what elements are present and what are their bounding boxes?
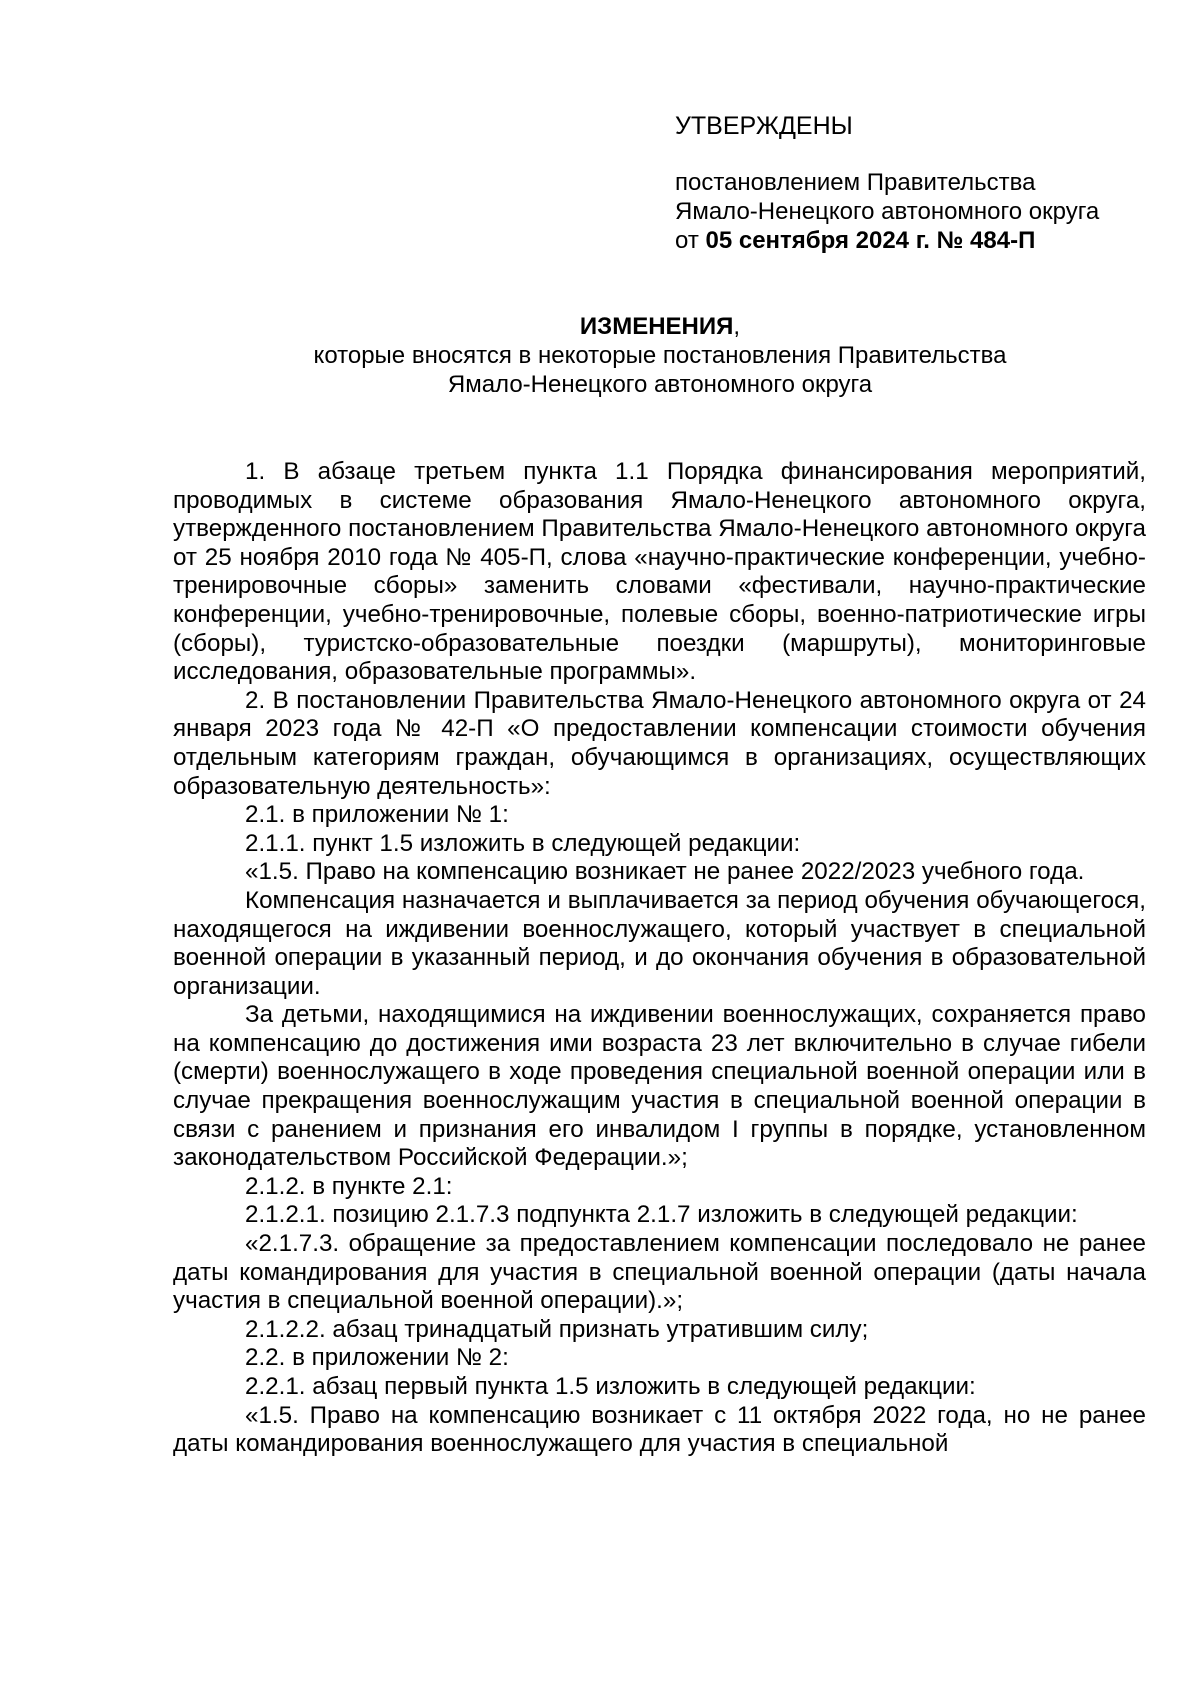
paragraph-2-2: 2.2. в приложении № 2: [245, 1344, 509, 1372]
document-title-suffix: , [733, 313, 741, 340]
approval-date-value: 05 сентября 2024 г. № 484-П [705, 227, 1036, 254]
document-body [173, 458, 1146, 1459]
paragraph-quote-1-5-second: «1.5. Право на компенсацию возникает с 11 октября 2022 года, но не ранее даты командирования военнослужащего для участия в специальной [173, 1401, 1146, 1458]
approval-date-prefix: от [675, 227, 699, 254]
approval-date-line [675, 226, 1145, 255]
document-subtitle-line-2: Ямало-Ненецкого автономного округа [447, 371, 873, 398]
paragraph-compensation: Компенсация назначается и выплачивается за период обучения обучающегося, находящегося на иждивении военнослужащего, который участвует в специальной военной операции в указанный период, и до окончания обучения в образовательной организации. [173, 886, 1146, 1000]
approval-line-1: постановлением Правительства [675, 169, 1036, 196]
paragraph-quote-1-5: «1.5. Право на компенсацию возникает не ранее 2022/2023 учебного года. [245, 858, 1085, 886]
document-title-heading: ИЗМЕНЕНИЯ [579, 313, 734, 340]
paragraph-quote-2-1-7-3: «2.1.7.3. обращение за предоставлением компенсации последовало не ранее даты командирования для участия в специальной военной операции (даты начала участия в специальной военной операции).»; [173, 1230, 1146, 1315]
paragraph-2-1-2: 2.1.2. в пункте 2.1: [245, 1172, 453, 1200]
paragraph-1: 1. В абзаце третьем пункта 1.1 Порядка финансирования мероприятий, проводимых в системе образования Ямало-Ненецкого автономного округа, утвержденного постановлением Правительства Ямало-Ненецкого автономного округа от 25 ноября 2010 года № 405-П, слова «научно-практические конференции, учебно-тренировочные сборы» заменить словами «фестивали, научно-практические конференции, учебно-тренировочные, полевые сборы, военно-патриотические игры (сборы), туристско-образовательные поездки (маршруты), мониторинговые исследования, образовательные программы». [173, 458, 1146, 686]
approved-label: УТВЕРЖДЕНЫ [675, 112, 853, 140]
paragraph-2-1-2-1: 2.1.2.1. позицию 2.1.7.3 подпункта 2.1.7 изложить в следующей редакции: [245, 1201, 1078, 1229]
document-title [175, 312, 1145, 341]
approval-stamp [675, 112, 1145, 255]
paragraph-2-1: 2.1. в приложении № 1: [245, 801, 509, 829]
paragraph-2-2-1: 2.2.1. абзац первый пункта 1.5 изложить в следующей редакции: [245, 1373, 976, 1400]
paragraph-2-1-2-2: 2.1.2.2. абзац тринадцатый признать утратившим силу; [245, 1315, 869, 1343]
document-subtitle-line-1: которые вносятся в некоторые постановления Правительства [313, 342, 1007, 369]
approval-line-2: Ямало-Ненецкого автономного округа [675, 198, 1100, 225]
paragraph-2-1-1: 2.1.1. пункт 1.5 изложить в следующей редакции: [245, 829, 801, 857]
paragraph-2: 2. В постановлении Правительства Ямало-Ненецкого автономного округа от 24 января 2023 года № 42-П «О предоставлении компенсации стоимости обучения отдельным категориям граждан, обучающимся в организациях, осуществляющих образовательную деятельность»: [173, 686, 1146, 800]
paragraph-children: За детьми, находящимися на иждивении военнослужащих, сохраняется право на компенсацию до достижения ими возраста 23 лет включительно в случае гибели (смерти) военнослужащего в ходе проведения специальной военной операции или в случае прекращения военнослужащим участия в специальной военной операции в связи с ранением и признания его инвалидом I группы в порядке, установленном законодательством Российской Федерации.»; [173, 1001, 1146, 1172]
document-title-block [175, 312, 1145, 399]
